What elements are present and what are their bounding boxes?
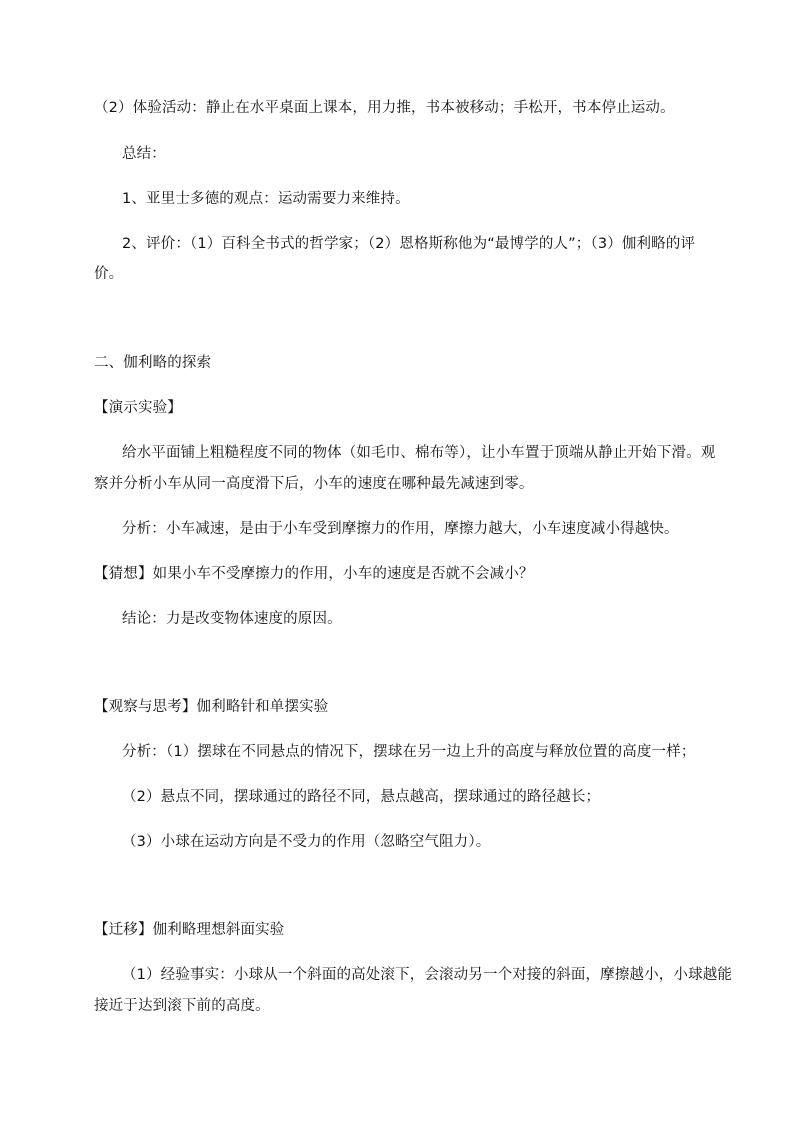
analysis-friction: 分析：小车减速，是由于小车受到摩擦力的作用，摩擦力越大，小车速度减小得越快。 <box>122 521 679 537</box>
hypothesis: 【猜想】如果小车不受摩擦力的作用，小车的速度是否就不会减小？ <box>94 566 534 582</box>
paragraph-experience-activity: （2）体验活动：静止在水平桌面上课本，用力推，书本被移动；手松开，书本停止运动。 <box>94 100 675 116</box>
pendulum-analysis-2: （2）悬点不同，摆球通过的路径不同，悬点越高，摆球通过的路径越长； <box>122 789 601 805</box>
summary-heading: 总结： <box>122 146 166 162</box>
demo-experiment-heading: 【演示实验】 <box>94 400 182 416</box>
transfer-heading: 【迁移】伽利略理想斜面实验 <box>94 922 285 938</box>
evaluation-line-2: 价。 <box>94 266 124 282</box>
aristotle-view: 1、亚里士多德的观点：运动需要力来维持。 <box>122 191 410 207</box>
demo-experiment-text-line-1: 给水平面铺上粗糙程度不同的物体（如毛巾、棉布等），让小车置于顶端从静止开始下滑。观 <box>122 445 716 461</box>
observe-think-heading: 【观察与思考】伽利略针和单摆实验 <box>94 699 329 715</box>
demo-experiment-text-line-2: 察并分析小车从同一高度滑下后，小车的速度在哪种最先减速到零。 <box>94 476 534 492</box>
section-heading-galileo: 二、伽利略的探索 <box>94 355 212 371</box>
pendulum-analysis-3: （3）小球在运动方向是不受力的作用（忽略空气阻力）。 <box>122 834 491 850</box>
ideal-incline-fact-line-2: 接近于达到滚下前的高度。 <box>94 998 270 1014</box>
conclusion: 结论：力是改变物体速度的原因。 <box>122 611 342 627</box>
pendulum-analysis-1: 分析：（1）摆球在不同悬点的情况下，摆球在另一边上升的高度与释放位置的高度一样； <box>122 744 696 760</box>
ideal-incline-fact-line-1: （1）经验事实：小球从一个斜面的高处滚下，会滚动另一个对接的斜面，摩擦越小，小球越能 <box>122 967 733 983</box>
evaluation-line-1: 2、评价：（1）百科全书式的哲学家；（2）恩格斯称他为“最博学的人”；（3）伽利略的评 <box>122 236 696 252</box>
